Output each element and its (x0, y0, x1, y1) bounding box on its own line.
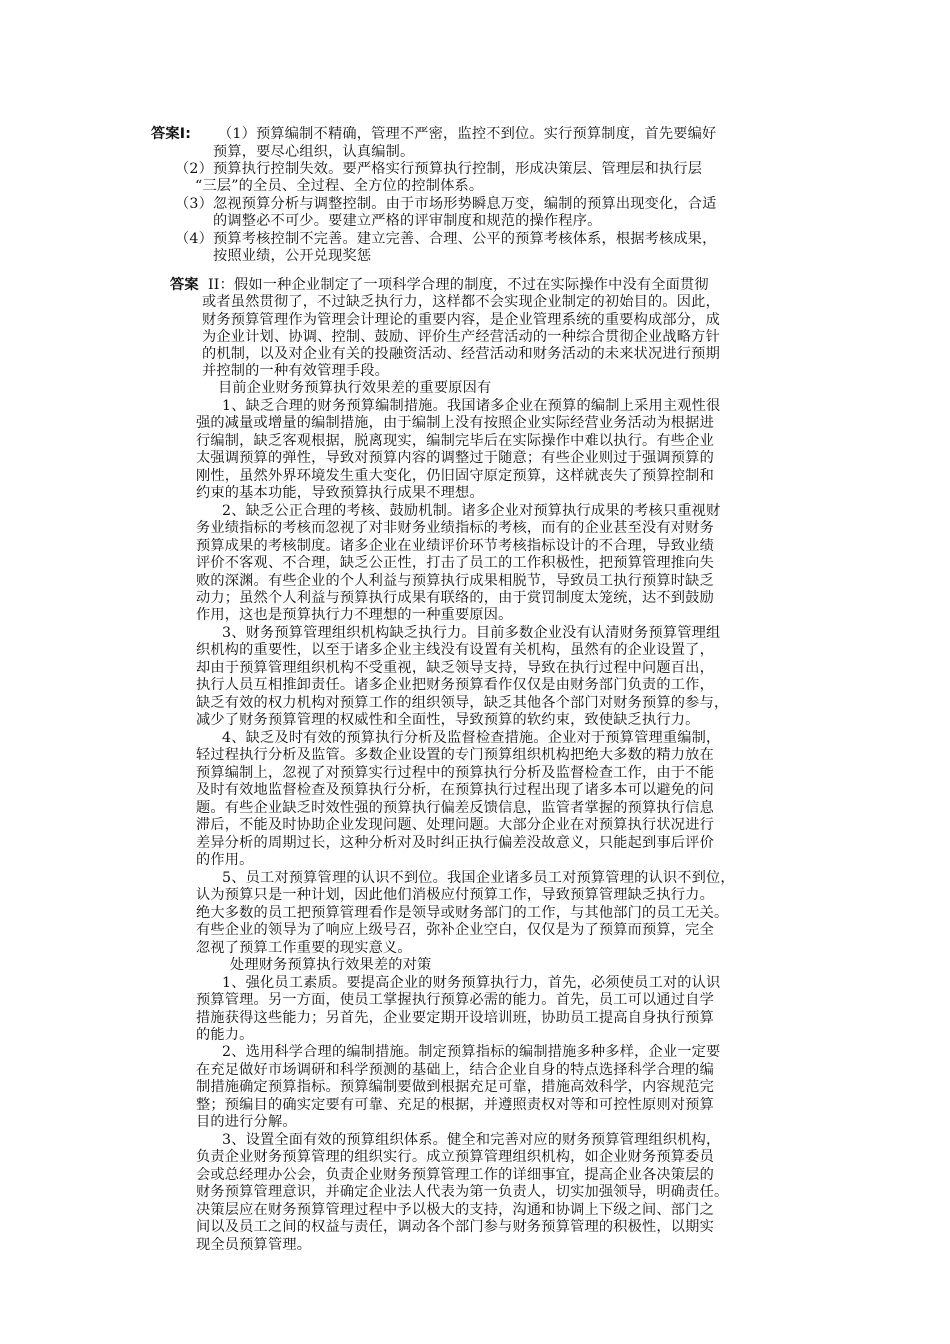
paragraph-line: 1、缺乏合理的财务预算编制措施。我国诸多企业在预算的编制上采用主观性很 (222, 398, 721, 414)
paragraph-line: 预算管理。另一方面，使员工掌握执行预算必需的能力。首先，员工可以通过自学 (196, 992, 714, 1008)
answer-1-line: （1）预算编制不精确，管理不严密，监控不到位。实行预算制度，首先要编好 (218, 126, 717, 142)
answer-1-line: （3）忽视预算分析与调整控制。由于市场形势瞬息万变，编制的预算出现变化，合适 (175, 196, 717, 212)
paragraph-line: 财务预算管理意识，并确定企业法人代表为第一负责人，切实加强领导，明确责任。 (196, 1184, 729, 1200)
paragraph-line: 3、设置全面有效的预算组织体系。健全和完善对应的财务预算管理组织机构， (222, 1132, 721, 1148)
paragraph-line: 间以及员工之间的权益与责任，调动各个部门参与财务预算管理的积极性，以期实 (196, 1219, 714, 1235)
paragraph-line: 制措施确定预算指标。预算编制要做到根据充足可靠，措施高效科学，内容规范完 (196, 1079, 714, 1095)
paragraph-line: 2、缺乏公正合理的考核、鼓励机制。诸多企业对预算执行成果的考核只重视财 (222, 503, 721, 519)
paragraph-line: 太强调预算的弹性，导致对预算内容的调整过于随意；有些企业则过于强调预算的 (196, 450, 714, 466)
paragraph-line: 差异分析的周期过长，这种分析对及时纠正执行偏差没故意义，只能起到事后评价 (196, 835, 714, 851)
paragraph-line: 缺乏有效的权力机构对预算工作的组织领导，缺乏其他各个部门对财务预算的参与， (196, 695, 729, 711)
paragraph-line: 在充足做好市场调研和科学预测的基础上，结合企业自身的特点选择科学合理的编 (196, 1062, 714, 1078)
paragraph-line: 刚性，虽然外界环境发生重大变化，仍旧固守原定预算，这样就丧失了预算控制和 (196, 468, 714, 484)
section-heading: 目前企业财务预算执行效果差的重要原因有 (218, 380, 492, 396)
paragraph-line: 有些企业的领导为了响应上级号召，弥补企业空白，仅仅是为了预算而预算，完全 (196, 922, 714, 938)
paragraph-line: 减少了财务预算管理的权威性和全面性，导致预算的软约束，致使缺乏执行力。 (196, 712, 700, 728)
paragraph-line: 整；预编目的确实定要有可靠、充足的根据，并遵照责权对等和可控性原则对预算 (196, 1097, 714, 1113)
paragraph-line: 会或总经理办公会，负责企业财务预算管理工作的详细事宜，提高企业各决策层的 (196, 1167, 714, 1183)
paragraph-line: 目的进行分解。 (196, 1114, 297, 1130)
answer-2-label: 答案 (170, 277, 199, 293)
answer-2-intro-line: 的机制，以及对企业有关的投融资活动、经营活动和财务活动的未来状况进行预期 (202, 346, 720, 362)
paragraph-line: 的能力。 (196, 1027, 254, 1043)
paragraph-line: 败的深渊。有些企业的个人利益与预算执行成果相脱节，导致员工执行预算时缺乏 (196, 573, 714, 589)
paragraph-line: 措施获得这些能力；另首先，企业要定期开设培训班，协助员工提高自身执行预算 (196, 1010, 714, 1026)
answer-1-line: 按照业绩，公开兑现奖惩 (213, 248, 372, 264)
paragraph-line: 务业绩指标的考核而忽视了对非财务业绩指标的考核，而有的企业甚至没有对财务 (196, 520, 714, 536)
paragraph-line: 织机构的重要性，以至于诸多企业主线没有设置有关机构，虽然有的企业设置了， (196, 642, 714, 658)
paragraph-line: 忽视了预算工作重要的现实意义。 (196, 940, 412, 956)
paragraph-line: 约束的基本功能，导致预算执行成果不理想。 (196, 485, 484, 501)
paragraph-line: 题。有些企业缺乏时效性强的预算执行偏差反馈信息，监管者掌握的预算执行信息 (196, 800, 714, 816)
paragraph-line: 评价不客观、不合理，缺乏公正性，打击了员工的工作积极性，把预算管理推向失 (196, 555, 714, 571)
paragraph-line: 的作用。 (196, 852, 254, 868)
answer-1-line: 的调整必不可少。要建立严格的评审制度和规范的操作程序。 (213, 213, 602, 229)
paragraph-line: 认为预算只是一种计划，因此他们消极应付预算工作，导致预算管理缺乏执行力。 (196, 887, 714, 903)
paragraph-line: 执行人员互相推卸责任。诸多企业把财务预算看作仅仅是由财务部门负责的工作， (196, 677, 714, 693)
answer-2-intro-line: 并控制的一种有效管理手段。 (202, 363, 390, 379)
paragraph-line: 决策层应在财务预算管理过程中予以极大的支持，沟通和协调上下级之间、部门之 (196, 1202, 714, 1218)
paragraph-line: 轻过程执行分析及监管。多数企业设置的专门预算组织机构把绝大多数的精力放在 (196, 747, 714, 763)
paragraph-line: 预算编制上，忽视了对预算实行过程中的预算执行分析及监督检查工作，由于不能 (196, 765, 714, 781)
answer-2-intro-line: 财务预算管理作为管理会计理论的重要内容，是企业管理系统的重要构成部分，成 (202, 312, 720, 328)
answer-2-intro-line: 或者虽然贯彻了，不过缺乏执行力，这样都不会实现企业制定的初始目的。因此， (202, 294, 720, 310)
paragraph-line: 强的减量或增量的编制措施，由于编制上没有按照企业实际经营业务活动为根据进 (196, 415, 714, 431)
paragraph-line: 滞后，不能及时协助企业发现问题、处理问题。大部分企业在对预算执行状况进行 (196, 817, 714, 833)
paragraph-line: 4、缺乏及时有效的预算执行分析及监督检查措施。企业对于预算管理重编制， (222, 730, 721, 746)
paragraph-line: 负责企业财务预算管理的组织实行。成立预算管理组织机构，如企业财务预算委员 (196, 1149, 714, 1165)
paragraph-line: 行编制，缺乏客观根据，脱离现实，编制完毕后在实际操作中难以执行。有些企业 (196, 433, 714, 449)
answer-1-line: “三层”的全员、全过程、全方位的控制体系。 (195, 178, 484, 194)
paragraph-line: 1、强化员工素质。要提高企业的财务预算执行力，首先，必须使员工对的认识 (222, 975, 721, 991)
paragraph-line: 2、选用科学合理的编制措施。制定预算指标的编制措施多种多样，企业一定要 (222, 1044, 721, 1060)
paragraph-line: 作用，这也是预算执行力不理想的一种重要原因。 (196, 607, 513, 623)
paragraph-line: 却由于预算管理组织机构不受重视，缺乏领导支持，导致在执行过程中问题百出， (196, 660, 714, 676)
paragraph-line: 预算成果的考核制度。诸多企业在业绩评价环节考核指标设计的不合理，导致业绩 (196, 538, 714, 554)
answer-2-first-line: II：假如一种企业制定了一项科学合理的制度，不过在实际操作中没有全面贯彻 (208, 277, 709, 293)
answer-1-line: （4）预算考核控制不完善。建立完善、合理、公平的预算考核体系，根据考核成果， (175, 231, 717, 247)
paragraph-line: 绝大多数的员工把预算管理看作是领导或财务部门的工作，与其他部门的员工无关。 (196, 905, 729, 921)
paragraph-line: 3、财务预算管理组织机构缺乏执行力。目前多数企业没有认清财务预算管理组 (222, 625, 721, 641)
paragraph-line: 动力；虽然个人利益与预算执行成果有联络的，由于赏罚制度太笼统，达不到鼓励 (196, 590, 714, 606)
section-heading: 处理财务预算执行效果差的对策 (230, 957, 432, 973)
answer-1-label: 答案Ⅰ: (151, 126, 192, 142)
answer-1-line: （2）预算执行控制失效。要严格实行预算执行控制，形成决策层、管理层和执行层 (175, 161, 703, 177)
paragraph-line: 及时有效地监督检查及预算执行分析，在预算执行过程出现了诸多本可以避免的问 (196, 782, 714, 798)
answer-2-intro-line: 为企业计划、协调、控制、鼓励、评价生产经营活动的一种综合贯彻企业战略方针 (202, 329, 720, 345)
paragraph-line: 现全员预算管理。 (196, 1237, 312, 1253)
answer-1-line: 预算，要尽心组织，认真编制。 (213, 144, 415, 160)
paragraph-line: 5、员工对预算管理的认识不到位。我国企业诸多员工对预算管理的认识不到位， (222, 870, 735, 886)
